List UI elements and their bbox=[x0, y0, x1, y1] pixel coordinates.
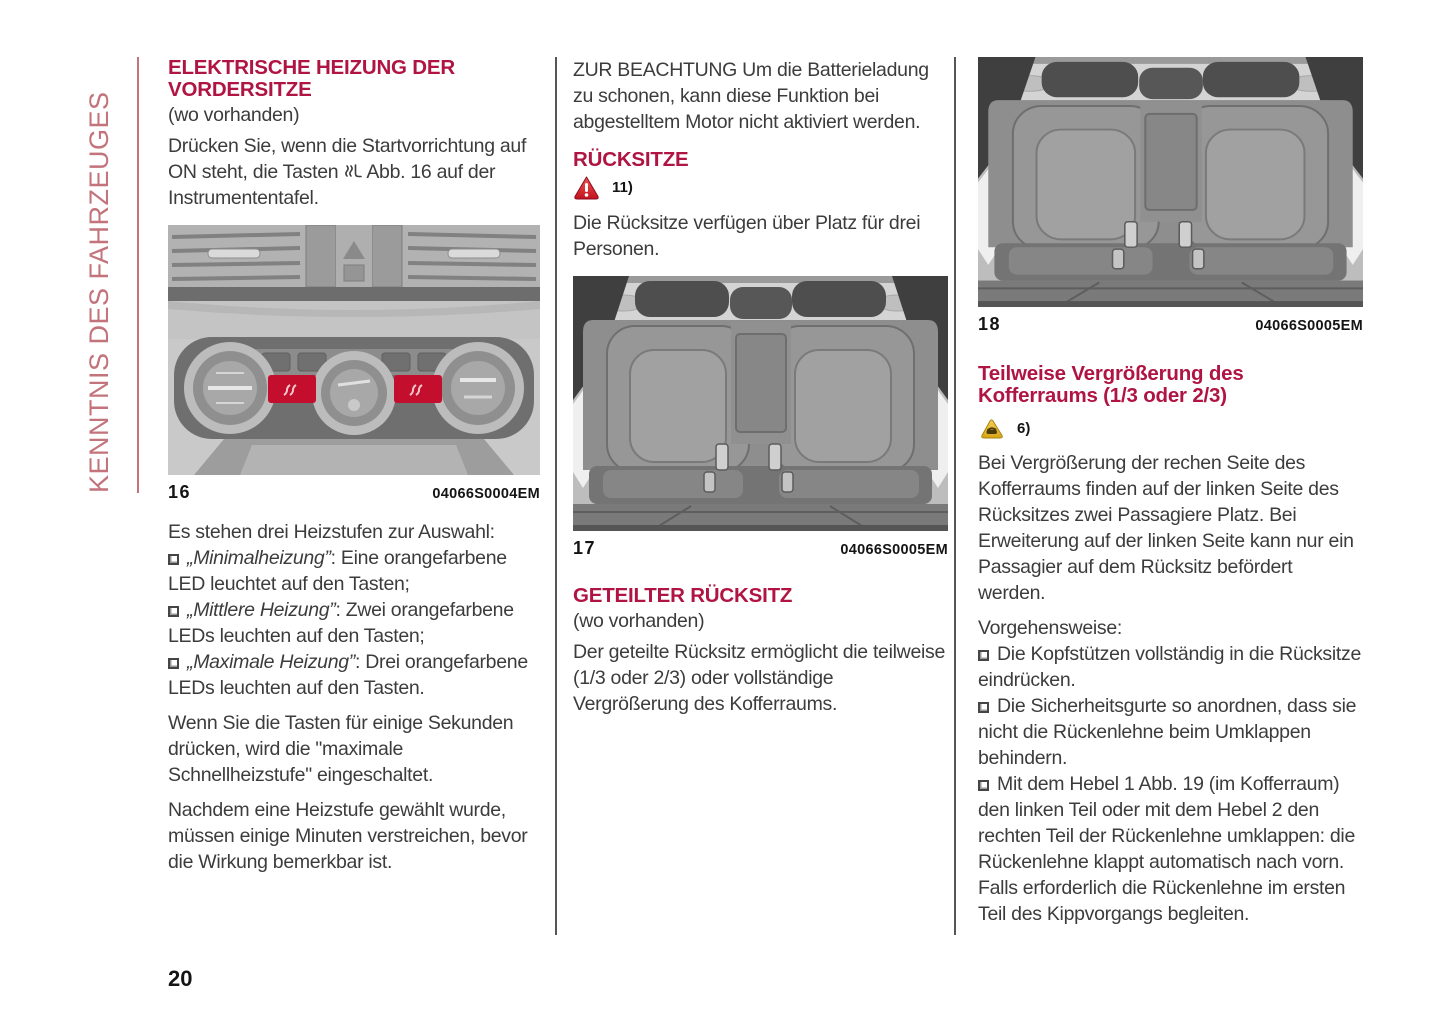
center-climate-knob bbox=[312, 351, 396, 435]
seat-heating-icon bbox=[342, 163, 362, 181]
figure-16-climate-control bbox=[168, 225, 540, 503]
seat-heating-button-right-highlight bbox=[394, 375, 442, 403]
warning-reference-row bbox=[573, 175, 948, 200]
section-heading-front-seat-heating: ELEKTRISCHE HEIZUNG DER VORDERSITZE bbox=[168, 56, 455, 101]
column-divider-2 bbox=[954, 57, 956, 935]
list-item-seatbelts: Die Sicherheitsgurte so anordnen, dass sie nicht die Rückenlehne beim Umklappen behindern. bbox=[978, 695, 1357, 769]
figure-17-image bbox=[573, 276, 948, 531]
figure-16-image bbox=[168, 225, 540, 475]
seat-heating-button-left-highlight bbox=[268, 375, 316, 403]
square-bullet-icon bbox=[978, 780, 989, 791]
paragraph-boot-expansion: Bei Vergrößerung der rechen Seite des Kofferraums finden auf der linken Seite des Rücksitzes zwei Passagiere Platz. Bei Erweiterung auf der linken Seite kann nur ein Passagier auf dem Rücksitz befördert werden. bbox=[978, 452, 1354, 604]
left-climate-knob bbox=[184, 342, 276, 434]
list-item-medium-heating: „Mittlere Heizung”: Zwei orangefarbene LEDs leuchten auf den Tasten; bbox=[168, 599, 514, 647]
square-bullet-icon bbox=[168, 554, 179, 565]
square-bullet-icon bbox=[978, 650, 989, 661]
sidebar-rule bbox=[137, 57, 139, 493]
page-number: 20 bbox=[168, 966, 193, 991]
figure-17-caption bbox=[573, 538, 948, 559]
chapter-sidebar-label: KENNTNIS DES FAHRZEUGES bbox=[84, 91, 114, 493]
column-2 bbox=[573, 57, 948, 726]
paragraph-split-seat: Der geteilte Rücksitz ermöglicht die teilweise (1/3 oder 2/3) oder vollständige Vergrößerung des Kofferraums. bbox=[573, 641, 946, 715]
paragraph-quick-heat: Wenn Sie die Tasten für einige Sekunden drücken, wird die "maximale Schnellheizstufe" eingeschaltet. bbox=[168, 712, 514, 786]
figure-code: 04066S0005EM bbox=[1255, 318, 1363, 334]
car-caution-icon bbox=[978, 417, 1005, 440]
square-bullet-icon bbox=[168, 658, 179, 669]
figure-16-caption bbox=[168, 482, 540, 503]
section-heading-partial-boot-expansion: Teilweise Vergrößerung des Kofferraums (1/3 oder 2/3) bbox=[978, 362, 1244, 407]
caution-reference-row bbox=[978, 417, 1363, 440]
column-3 bbox=[978, 57, 1363, 927]
list-item-minimal-heating: „Minimalheizung”: Eine orangefarbene LED leuchtet auf den Tasten; bbox=[168, 547, 507, 595]
section-heading-rear-seats: RÜCKSITZE bbox=[573, 148, 689, 171]
paragraph-three-persons: Die Rücksitze verfügen über Platz für drei Personen. bbox=[573, 212, 921, 260]
figure-18-caption bbox=[978, 314, 1363, 335]
warning-triangle-icon bbox=[573, 175, 600, 200]
subheading-where-provided-2: (wo vorhanden) bbox=[573, 610, 705, 632]
subheading-where-provided: (wo vorhanden) bbox=[168, 104, 300, 126]
list-item-headrests: Die Kopfstützen vollständig in die Rücksitze eindrücken. bbox=[978, 643, 1361, 691]
climate-control-panel bbox=[174, 337, 534, 439]
square-bullet-icon bbox=[168, 606, 179, 617]
figure-number: 18 bbox=[978, 314, 1002, 334]
caution-ref-number: 6) bbox=[1017, 420, 1031, 437]
paragraph-effect-delay: Nachdem eine Heizstufe gewählt wurde, müssen einige Minuten verstreichen, bevor die Wirkung bemerkbar ist. bbox=[168, 799, 528, 873]
dashboard-air-vents bbox=[168, 225, 540, 287]
figure-number: 17 bbox=[573, 538, 597, 558]
column-divider-1 bbox=[555, 57, 557, 935]
paragraph-press-buttons: Drücken Sie, wenn die Startvorrichtung auf ON steht, die Tasten Abb. 16 auf der Instrumententafel. bbox=[168, 135, 527, 209]
figure-number: 16 bbox=[168, 482, 192, 502]
figure-code: 04066S0005EM bbox=[840, 542, 948, 558]
figure-17-rear-seats bbox=[573, 276, 948, 559]
paragraph-battery-note: ZUR BEACHTUNG Um die Batterieladung zu schonen, kann diese Funktion bei abgestelltem Motor nicht aktiviert werden. bbox=[573, 59, 929, 133]
paragraph-procedure: Vorgehensweise: bbox=[978, 617, 1123, 639]
figure-code: 04066S0004EM bbox=[432, 486, 540, 502]
column-1 bbox=[168, 57, 540, 884]
list-item-maximal-heating: „Maximale Heizung”: Drei orangefarbene LEDs leuchten auf den Tasten. bbox=[168, 651, 528, 699]
figure-18-image bbox=[978, 57, 1363, 307]
list-item-levers: Mit dem Hebel 1 Abb. 19 (im Kofferraum) den linken Teil oder mit dem Hebel 2 den rechten Teil der Rückenlehne umklappen: die Rückenlehne klappt automatisch nach vorn. Falls erforderlich die Rückenlehne im ersten Teil des Kippvorgangs begleiten. bbox=[978, 773, 1355, 925]
square-bullet-icon bbox=[978, 702, 989, 713]
section-heading-split-rear-seat: GETEILTER RÜCKSITZ bbox=[573, 584, 793, 607]
right-climate-knob bbox=[432, 342, 524, 434]
figure-18-rear-seats bbox=[978, 57, 1363, 335]
warning-ref-number: 11) bbox=[612, 179, 633, 196]
paragraph-heat-levels: Es stehen drei Heizstufen zur Auswahl: bbox=[168, 521, 495, 543]
